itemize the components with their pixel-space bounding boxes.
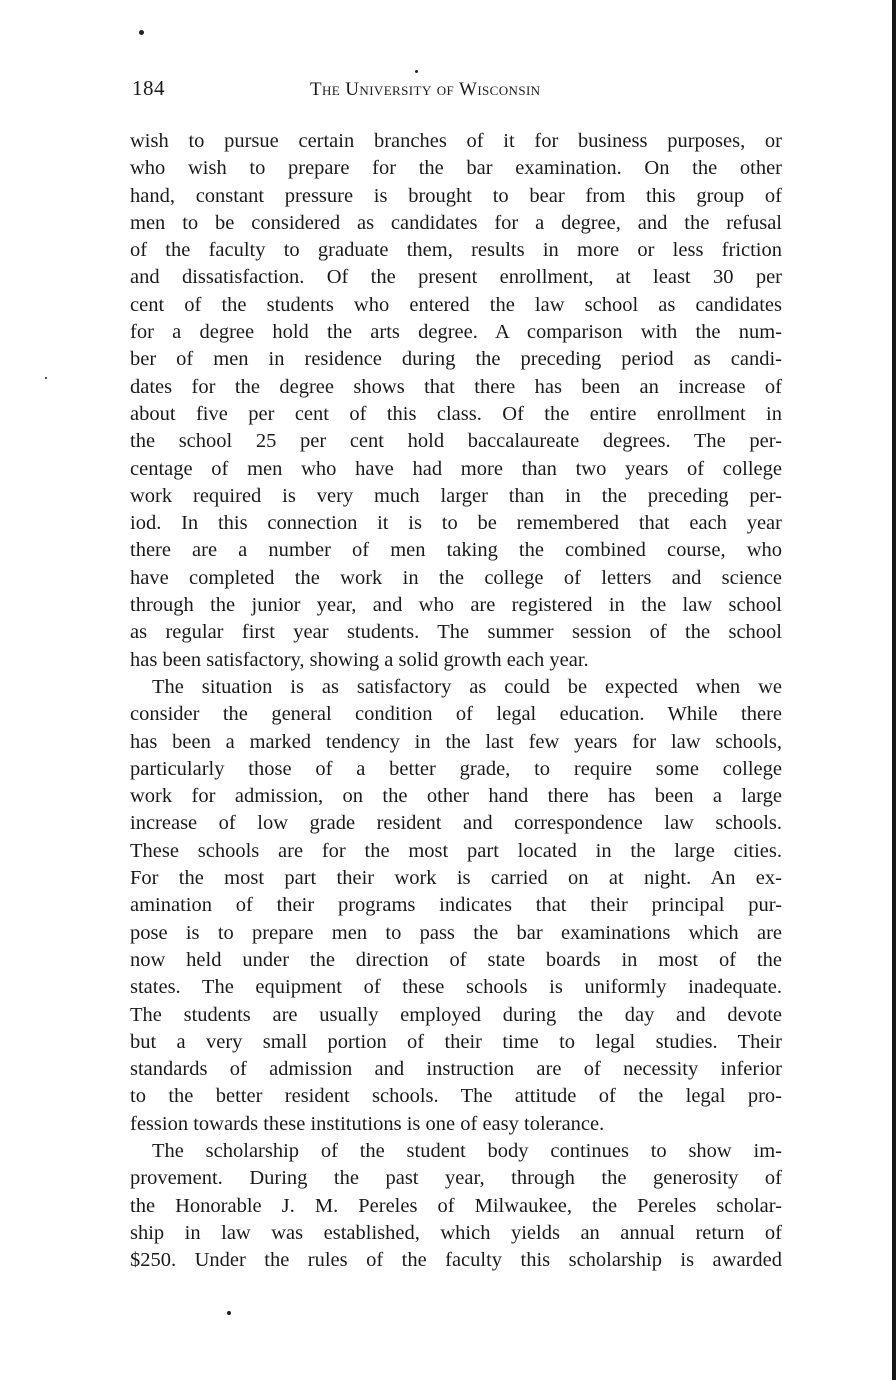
text-line: hand, constant pressure is brought to bear from this group of — [130, 184, 782, 207]
text-line: now held under the direction of state boards in most of the — [130, 948, 782, 971]
text-line: ship in law was established, which yields an annual return of — [130, 1221, 782, 1244]
text-line: and dissatisfaction. Of the present enrollment, at least 30 per — [130, 266, 782, 289]
text-line: work required is very much larger than in the preceding per- — [130, 484, 782, 507]
text-line: but a very small portion of their time to legal studies. Their — [130, 1030, 782, 1053]
text-line: there are a number of men taking the combined course, who — [130, 539, 782, 562]
page-edge-shadow — [892, 0, 896, 1380]
text-line: who wish to prepare for the bar examination. On the other — [130, 157, 782, 180]
text-line: cent of the students who entered the law school as candidates — [130, 293, 782, 316]
running-title: The University of Wisconsin — [310, 79, 541, 100]
text-line: pose is to prepare men to pass the bar examinations which are — [130, 921, 782, 944]
text-line: of the faculty to graduate them, results in more or less friction — [130, 239, 782, 262]
scan-speck — [415, 70, 418, 73]
text-line: has been a marked tendency in the last few years for law schools, — [130, 730, 782, 753]
text-line: amination of their programs indicates that their principal pur- — [130, 894, 782, 917]
text-line: The students are usually employed during the day and devote — [130, 1003, 782, 1026]
paragraph — [130, 674, 782, 1138]
text-line: work for admission, on the other hand there has been a large — [130, 785, 782, 808]
text-line: through the junior year, and who are registered in the law school — [130, 594, 782, 617]
text-line: the school 25 per cent hold baccalaureate degrees. The per- — [130, 430, 782, 453]
text-line: consider the general condition of legal education. While there — [130, 703, 782, 726]
text-line: The situation is as satisfactory as could be expected when we — [152, 675, 782, 698]
text-line: centage of men who have had more than two years of college — [130, 457, 782, 480]
paragraph — [130, 128, 782, 674]
page-number: 184 — [132, 76, 165, 100]
text-line: for a degree hold the arts degree. A comparison with the num- — [130, 321, 782, 344]
text-line: increase of low grade resident and correspondence law schools. — [130, 812, 782, 835]
text-line: the Honorable J. M. Pereles of Milwaukee, the Pereles scholar- — [130, 1194, 782, 1217]
text-line: The scholarship of the student body continues to show im- — [152, 1139, 782, 1162]
text-line: These schools are for the most part located in the large cities. — [130, 839, 782, 862]
text-line: For the most part their work is carried on at night. An ex- — [130, 867, 782, 890]
text-line: has been satisfactory, showing a solid growth each year. — [130, 648, 589, 671]
text-line: about five per cent of this class. Of the entire enrollment in — [130, 402, 782, 425]
text-line: have completed the work in the college of letters and science — [130, 566, 782, 589]
body-text — [130, 128, 782, 1274]
text-line: men to be considered as candidates for a degree, and the refusal — [130, 211, 782, 234]
text-line: as regular first year students. The summer session of the school — [130, 621, 782, 644]
paragraph — [130, 1138, 782, 1274]
text-line: $250. Under the rules of the faculty this scholarship is awarded — [130, 1249, 782, 1272]
page-header — [132, 76, 782, 106]
text-line: provement. During the past year, through the generosity of — [130, 1167, 782, 1190]
scan-speck — [45, 377, 47, 379]
scan-speck — [227, 1311, 231, 1315]
scan-speck — [139, 30, 144, 35]
text-line: ber of men in residence during the preceding period as candi- — [130, 348, 782, 371]
text-line: to the better resident schools. The attitude of the legal pro- — [130, 1085, 782, 1108]
text-line: wish to pursue certain branches of it for business purposes, or — [130, 130, 782, 152]
text-line: iod. In this connection it is to be remembered that each year — [130, 512, 782, 535]
text-line: fession towards these institutions is one of easy tolerance. — [130, 1112, 605, 1135]
text-line: states. The equipment of these schools is uniformly inadequate. — [130, 976, 782, 999]
text-line: standards of admission and instruction are of necessity inferior — [130, 1058, 782, 1081]
text-line: dates for the degree shows that there has been an increase of — [130, 375, 782, 398]
text-line: particularly those of a better grade, to require some college — [130, 757, 782, 780]
